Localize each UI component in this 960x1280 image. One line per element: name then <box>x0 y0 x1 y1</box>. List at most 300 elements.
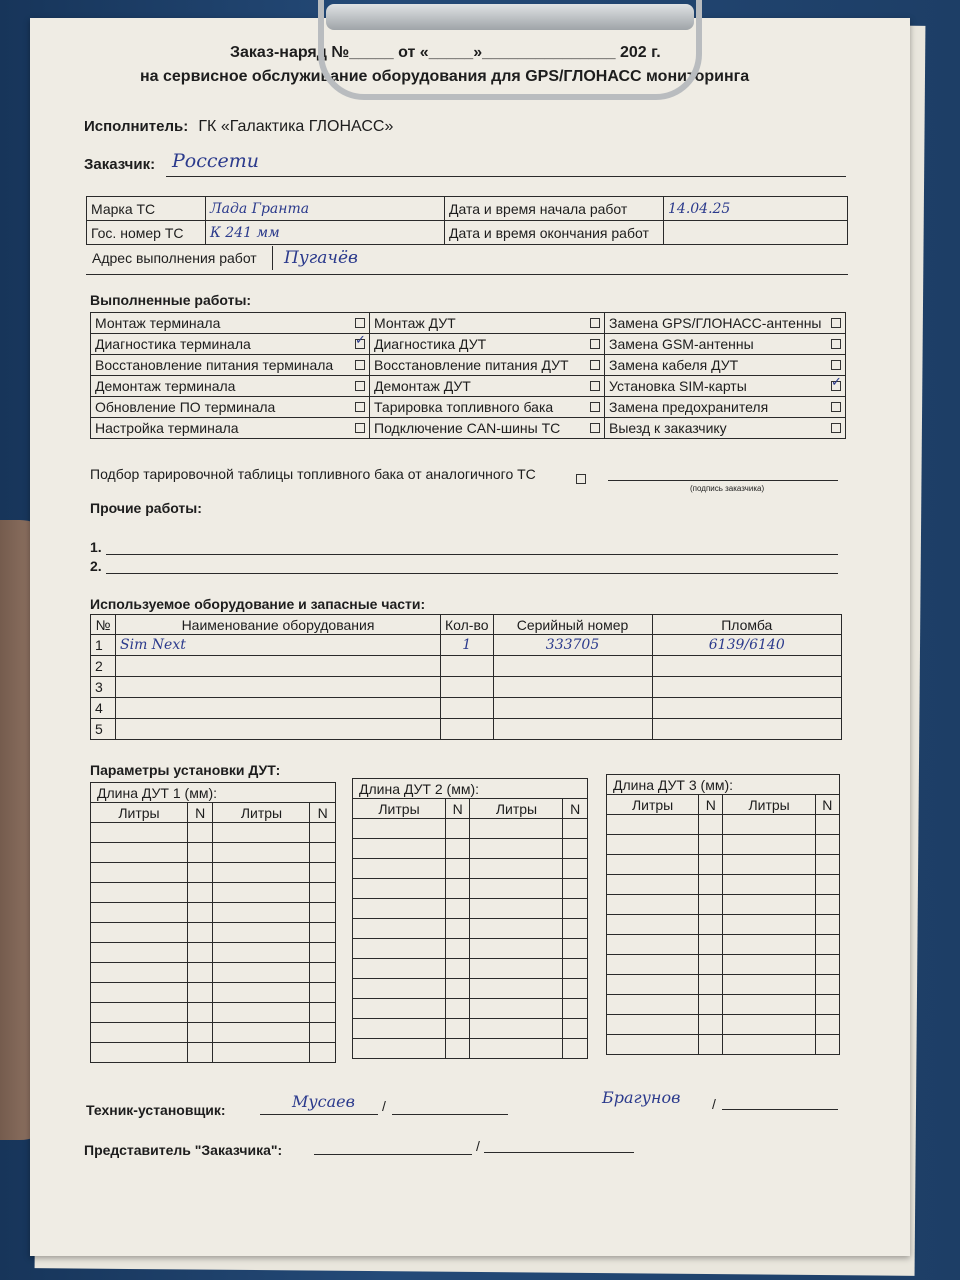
equipment-cell-serial <box>493 698 652 719</box>
dut-cell[interactable] <box>213 963 310 983</box>
work-item-checkbox[interactable] <box>590 360 600 370</box>
dut-cell[interactable] <box>446 999 470 1019</box>
dut-cell[interactable] <box>723 855 815 875</box>
calibration-checkbox[interactable] <box>576 474 586 484</box>
dut-cell[interactable] <box>607 895 699 915</box>
work-item-checkbox[interactable] <box>355 339 365 349</box>
dut-cell[interactable] <box>607 875 699 895</box>
dut-cell[interactable] <box>607 915 699 935</box>
equipment-cell-serial <box>493 719 652 740</box>
dut-row <box>91 1043 336 1063</box>
equipment-cell-qty <box>441 656 494 677</box>
work-item <box>370 355 605 376</box>
dut-cell[interactable] <box>310 983 336 1003</box>
dut-cell[interactable] <box>213 903 310 923</box>
dut-cell[interactable] <box>563 919 588 939</box>
dut-row <box>353 819 588 839</box>
tech-slash: / <box>382 1098 386 1114</box>
other-work-2-line <box>106 573 838 574</box>
dut-cell[interactable] <box>310 963 336 983</box>
work-item-checkbox[interactable] <box>590 318 600 328</box>
dut-cell[interactable] <box>91 1043 188 1063</box>
dut-cell[interactable] <box>723 975 815 995</box>
dut-cell[interactable] <box>91 963 188 983</box>
dut-cell[interactable] <box>815 855 839 875</box>
work-item <box>91 334 370 355</box>
dut-row <box>91 863 336 883</box>
dut-cell[interactable] <box>563 1039 588 1059</box>
dut-row <box>607 915 840 935</box>
equipment-title: Используемое оборудование и запасные части: <box>90 596 426 612</box>
clipboard-clip-bar <box>326 4 694 30</box>
dut-cell[interactable] <box>446 979 470 999</box>
work-item-checkbox[interactable] <box>355 381 365 391</box>
work-item-label: Диагностика терминала <box>95 336 251 352</box>
address-line <box>86 274 848 275</box>
dut-cell[interactable] <box>187 863 213 883</box>
dut-row <box>91 903 336 923</box>
equipment-cell-name <box>116 698 441 719</box>
dut-col-header: Литры <box>91 803 188 823</box>
equipment-cell-qty <box>441 677 494 698</box>
address-value: Пугачёв <box>284 248 358 268</box>
customer-line <box>166 176 846 177</box>
work-item-label: Монтаж ДУТ <box>374 315 456 331</box>
dut-cell[interactable] <box>470 839 563 859</box>
dut-cell[interactable] <box>353 999 446 1019</box>
dut-cell[interactable] <box>563 819 588 839</box>
dut-cell[interactable] <box>91 983 188 1003</box>
dut-cell[interactable] <box>607 815 699 835</box>
dut-cell[interactable] <box>91 883 188 903</box>
dut-cell[interactable] <box>723 1015 815 1035</box>
dut-cell[interactable] <box>470 979 563 999</box>
dut-cell[interactable] <box>446 939 470 959</box>
dut-row <box>91 923 336 943</box>
equipment-cell-n: 5 <box>91 719 116 740</box>
work-item <box>605 397 846 418</box>
dut-cell[interactable] <box>607 935 699 955</box>
dut-row <box>353 1019 588 1039</box>
table-row <box>91 719 842 740</box>
work-item-label: Диагностика ДУТ <box>374 336 487 352</box>
dut-cell[interactable] <box>699 815 723 835</box>
dut-cell[interactable] <box>91 863 188 883</box>
dut-cell[interactable] <box>699 975 723 995</box>
dut-cell[interactable] <box>470 1039 563 1059</box>
dut-col-header: N <box>699 795 723 815</box>
work-item-checkbox[interactable] <box>831 402 841 412</box>
dut-cell[interactable] <box>563 879 588 899</box>
dut-col-header: N <box>187 803 213 823</box>
dut-cell[interactable] <box>470 899 563 919</box>
work-item <box>370 313 605 334</box>
dut-cell[interactable] <box>699 895 723 915</box>
dut-cell[interactable] <box>310 1023 336 1043</box>
dut-cell[interactable] <box>353 959 446 979</box>
work-item-label: Монтаж терминала <box>95 315 221 331</box>
end-value <box>664 221 848 245</box>
dut-row <box>91 843 336 863</box>
dut-cell[interactable] <box>446 899 470 919</box>
other-work-1-line <box>106 554 838 555</box>
dut-cell[interactable] <box>310 903 336 923</box>
other-work-1-number: 1. <box>90 539 102 555</box>
dut-cell[interactable] <box>353 859 446 879</box>
dut-cell[interactable] <box>213 823 310 843</box>
dut-cell[interactable] <box>699 915 723 935</box>
dut-row <box>353 879 588 899</box>
dut-cell[interactable] <box>815 995 839 1015</box>
tech-sign-line-1 <box>260 1114 378 1115</box>
dut-cell[interactable] <box>353 939 446 959</box>
equipment-cell-seal <box>652 656 841 677</box>
dut-cell[interactable] <box>723 835 815 855</box>
work-item-label: Восстановление питания терминала <box>95 357 334 373</box>
work-item-checkbox[interactable] <box>590 381 600 391</box>
dut-cell[interactable] <box>213 1043 310 1063</box>
dut-cell[interactable] <box>187 923 213 943</box>
address-label: Адрес выполнения работ <box>92 250 257 266</box>
dut-cell[interactable] <box>470 819 563 839</box>
dut-cell[interactable] <box>815 935 839 955</box>
equipment-cell-name: Sim Next <box>116 635 441 656</box>
work-item <box>370 334 605 355</box>
work-item-checkbox[interactable] <box>355 360 365 370</box>
dut-cell[interactable] <box>353 839 446 859</box>
work-item-checkbox[interactable] <box>355 402 365 412</box>
dut-cell[interactable] <box>607 955 699 975</box>
dut-cell[interactable] <box>815 1015 839 1035</box>
plate-value: К 241 мм <box>206 221 445 245</box>
work-order-sheet <box>30 18 910 1256</box>
dut-cell[interactable] <box>563 839 588 859</box>
equipment-cell-name <box>116 719 441 740</box>
dut-row <box>353 999 588 1019</box>
dut-cell[interactable] <box>607 1015 699 1035</box>
dut-cell[interactable] <box>310 863 336 883</box>
equipment-cell-n: 3 <box>91 677 116 698</box>
dut-cell[interactable] <box>213 1023 310 1043</box>
dut-cell[interactable] <box>815 955 839 975</box>
dut-row <box>607 935 840 955</box>
dut-row <box>607 855 840 875</box>
work-item-checkbox[interactable] <box>355 318 365 328</box>
equipment-table <box>90 614 842 740</box>
dut-col-header: N <box>815 795 839 815</box>
work-item-label: Замена кабеля ДУТ <box>609 357 739 373</box>
rep-label: Представитель "Заказчика": <box>84 1142 283 1158</box>
dut-col-header: Литры <box>723 795 815 815</box>
dut-table-3 <box>606 774 840 1055</box>
equipment-cell-qty: 1 <box>441 635 494 656</box>
dut-cell[interactable] <box>563 979 588 999</box>
dut-title: Параметры установки ДУТ: <box>90 762 281 778</box>
equipment-cell-qty <box>441 719 494 740</box>
dut-cell[interactable] <box>563 1019 588 1039</box>
work-item-label: Замена GPS/ГЛОНАСС-антенны <box>609 315 822 331</box>
dut-cell[interactable] <box>699 955 723 975</box>
dut-cell[interactable] <box>187 903 213 923</box>
dut-row <box>607 895 840 915</box>
dut-cell[interactable] <box>815 975 839 995</box>
dut-grid <box>606 774 840 1055</box>
dut-cell[interactable] <box>353 899 446 919</box>
dut-cell[interactable] <box>353 919 446 939</box>
dut-cell[interactable] <box>446 919 470 939</box>
dut-cell[interactable] <box>187 823 213 843</box>
dut-cell[interactable] <box>353 819 446 839</box>
dut-row <box>607 1035 840 1055</box>
dut-row <box>91 1003 336 1023</box>
dut-cell[interactable] <box>353 1019 446 1039</box>
dut-row <box>607 875 840 895</box>
dut-row <box>353 919 588 939</box>
dut-cell[interactable] <box>699 855 723 875</box>
dut-row <box>353 839 588 859</box>
dut-cell[interactable] <box>607 995 699 1015</box>
dut-cell[interactable] <box>815 895 839 915</box>
work-item-checkbox[interactable] <box>831 360 841 370</box>
dut-cell[interactable] <box>187 1023 213 1043</box>
dut-cell[interactable] <box>91 843 188 863</box>
dut-cell[interactable] <box>470 919 563 939</box>
dut-cell[interactable] <box>91 903 188 923</box>
tech-label: Техник-установщик: <box>86 1102 226 1118</box>
works-row <box>91 376 846 397</box>
work-item <box>91 397 370 418</box>
work-item-checkbox[interactable] <box>590 339 600 349</box>
dut-row <box>91 963 336 983</box>
dut-cell[interactable] <box>310 1043 336 1063</box>
works-row <box>91 418 846 439</box>
dut-cell[interactable] <box>699 935 723 955</box>
dut-col-header: N <box>563 799 588 819</box>
dut-col-header: N <box>446 799 470 819</box>
brand-label: Марка ТС <box>87 197 206 221</box>
work-item <box>370 376 605 397</box>
dut-cell[interactable] <box>446 1039 470 1059</box>
dut-col-header: Литры <box>607 795 699 815</box>
equipment-cell-seal <box>652 719 841 740</box>
rep-sign-line-1 <box>314 1154 472 1155</box>
equipment-cell-serial: 333705 <box>493 635 652 656</box>
start-value: 14.04.25 <box>664 197 848 221</box>
dut-col-header: Литры <box>470 799 563 819</box>
address-divider <box>272 246 273 270</box>
dut-length-title: Длина ДУТ 2 (мм): <box>353 779 588 799</box>
dut-cell[interactable] <box>213 923 310 943</box>
rep-slash: / <box>476 1138 480 1154</box>
dut-cell[interactable] <box>310 883 336 903</box>
dut-grid <box>90 782 336 1063</box>
work-item-label: Демонтаж терминала <box>95 378 236 394</box>
dut-cell[interactable] <box>699 1015 723 1035</box>
end-label: Дата и время окончания работ <box>445 221 664 245</box>
executor-label: Исполнитель: <box>84 118 189 135</box>
dut-cell[interactable] <box>699 835 723 855</box>
dut-cell[interactable] <box>470 939 563 959</box>
dut-cell[interactable] <box>723 995 815 1015</box>
equipment-cell-seal <box>652 698 841 719</box>
dut-cell[interactable] <box>699 1035 723 1055</box>
dut-cell[interactable] <box>723 955 815 975</box>
work-item-checkbox[interactable] <box>831 339 841 349</box>
work-item <box>605 313 846 334</box>
dut-cell[interactable] <box>213 983 310 1003</box>
dut-cell[interactable] <box>310 923 336 943</box>
dut-row <box>353 1039 588 1059</box>
work-item-checkbox[interactable] <box>831 423 841 433</box>
dut-cell[interactable] <box>470 859 563 879</box>
dut-cell[interactable] <box>446 959 470 979</box>
dut-cell[interactable] <box>815 835 839 855</box>
other-work-2-number: 2. <box>90 558 102 574</box>
work-item-label: Тарировка топливного бака <box>374 399 554 415</box>
tech-signature-2: Брагунов <box>602 1088 681 1107</box>
start-label: Дата и время начала работ <box>445 197 664 221</box>
dut-cell[interactable] <box>187 1003 213 1023</box>
dut-cell[interactable] <box>563 939 588 959</box>
executor-value: ГК «Галактика ГЛОНАСС» <box>198 118 394 135</box>
dut-cell[interactable] <box>723 895 815 915</box>
dut-cell[interactable] <box>310 943 336 963</box>
dut-row <box>353 859 588 879</box>
dut-cell[interactable] <box>815 915 839 935</box>
dut-row <box>91 983 336 1003</box>
work-item-label: Восстановление питания ДУТ <box>374 357 569 373</box>
calibration-label: Подбор тарировочной таблицы топливного бака от аналогичного ТС <box>90 466 536 482</box>
executor-row <box>84 118 393 136</box>
dut-cell[interactable] <box>607 855 699 875</box>
dut-cell[interactable] <box>607 1035 699 1055</box>
dut-length-title: Длина ДУТ 3 (мм): <box>607 775 840 795</box>
col-number: № <box>91 615 116 635</box>
dut-row <box>607 975 840 995</box>
work-item-checkbox[interactable] <box>355 423 365 433</box>
dut-cell[interactable] <box>723 915 815 935</box>
dut-cell[interactable] <box>723 875 815 895</box>
table-row <box>91 635 842 656</box>
dut-cell[interactable] <box>91 923 188 943</box>
dut-cell[interactable] <box>607 835 699 855</box>
work-item-checkbox[interactable] <box>831 318 841 328</box>
tech-sign-line-3 <box>722 1109 838 1110</box>
dut-cell[interactable] <box>470 1019 563 1039</box>
table-row <box>91 656 842 677</box>
dut-cell[interactable] <box>213 1003 310 1023</box>
dut-cell[interactable] <box>91 823 188 843</box>
equipment-cell-seal <box>652 677 841 698</box>
dut-cell[interactable] <box>446 859 470 879</box>
dut-cell[interactable] <box>563 999 588 1019</box>
dut-cell[interactable] <box>723 1035 815 1055</box>
work-item-label: Настройка терминала <box>95 420 239 436</box>
dut-cell[interactable] <box>607 975 699 995</box>
dut-cell[interactable] <box>91 1023 188 1043</box>
dut-table-1 <box>90 782 336 1063</box>
col-qty: Кол-во <box>441 615 494 635</box>
work-item <box>91 355 370 376</box>
dut-cell[interactable] <box>187 983 213 1003</box>
dut-cell[interactable] <box>563 859 588 879</box>
col-serial: Серийный номер <box>493 615 652 635</box>
dut-cell[interactable] <box>699 875 723 895</box>
dut-cell[interactable] <box>815 1035 839 1055</box>
dut-cell[interactable] <box>446 839 470 859</box>
equipment-cell-name <box>116 656 441 677</box>
title-line-1: Заказ-наряд №_____ от «_____»_______________ 202 г. <box>230 44 661 61</box>
dut-cell[interactable] <box>353 1039 446 1059</box>
work-item <box>605 418 846 439</box>
dut-cell[interactable] <box>723 815 815 835</box>
work-item <box>605 355 846 376</box>
dut-row <box>607 1015 840 1035</box>
dut-cell[interactable] <box>470 999 563 1019</box>
dut-row <box>353 899 588 919</box>
dut-cell[interactable] <box>353 879 446 899</box>
col-name: Наименование оборудования <box>116 615 441 635</box>
dut-cell[interactable] <box>213 843 310 863</box>
dut-row <box>607 815 840 835</box>
work-item-label: Установка SIM-карты <box>609 378 747 394</box>
dut-cell[interactable] <box>563 899 588 919</box>
dut-cell[interactable] <box>213 863 310 883</box>
dut-row <box>353 979 588 999</box>
dut-cell[interactable] <box>470 959 563 979</box>
dut-cell[interactable] <box>310 843 336 863</box>
dut-cell[interactable] <box>310 1003 336 1023</box>
dut-row <box>607 835 840 855</box>
dut-cell[interactable] <box>187 843 213 863</box>
dut-cell[interactable] <box>446 879 470 899</box>
work-item-checkbox[interactable] <box>831 381 841 391</box>
equipment-cell-n: 2 <box>91 656 116 677</box>
dut-cell[interactable] <box>213 883 310 903</box>
dut-cell[interactable] <box>815 815 839 835</box>
work-item-label: Подключение CAN-шины ТС <box>374 420 561 436</box>
dut-cell[interactable] <box>815 875 839 895</box>
rep-sign-line-2 <box>484 1152 634 1153</box>
dut-cell[interactable] <box>213 943 310 963</box>
dut-cell[interactable] <box>310 823 336 843</box>
title-line-2: на сервисное обслуживание оборудования для GPS/ГЛОНАСС мониторинга <box>140 68 750 85</box>
dut-cell[interactable] <box>353 979 446 999</box>
dut-cell[interactable] <box>187 1043 213 1063</box>
work-item-checkbox[interactable] <box>590 402 600 412</box>
dut-cell[interactable] <box>446 1019 470 1039</box>
work-item <box>605 376 846 397</box>
dut-cell[interactable] <box>91 943 188 963</box>
dut-cell[interactable] <box>563 959 588 979</box>
dut-cell[interactable] <box>699 995 723 1015</box>
dut-col-header: N <box>310 803 336 823</box>
dut-cell[interactable] <box>187 963 213 983</box>
equipment-cell-n: 1 <box>91 635 116 656</box>
dut-cell[interactable] <box>446 819 470 839</box>
dut-row <box>91 823 336 843</box>
signature-caption: (подпись заказчика) <box>690 484 765 493</box>
calibration-signature-line <box>608 480 838 481</box>
works-row <box>91 355 846 376</box>
work-item-checkbox[interactable] <box>590 423 600 433</box>
work-item-label: Демонтаж ДУТ <box>374 378 471 394</box>
dut-cell[interactable] <box>723 935 815 955</box>
dut-cell[interactable] <box>187 883 213 903</box>
dut-cell[interactable] <box>470 879 563 899</box>
dut-cell[interactable] <box>91 1003 188 1023</box>
dut-cell[interactable] <box>187 943 213 963</box>
